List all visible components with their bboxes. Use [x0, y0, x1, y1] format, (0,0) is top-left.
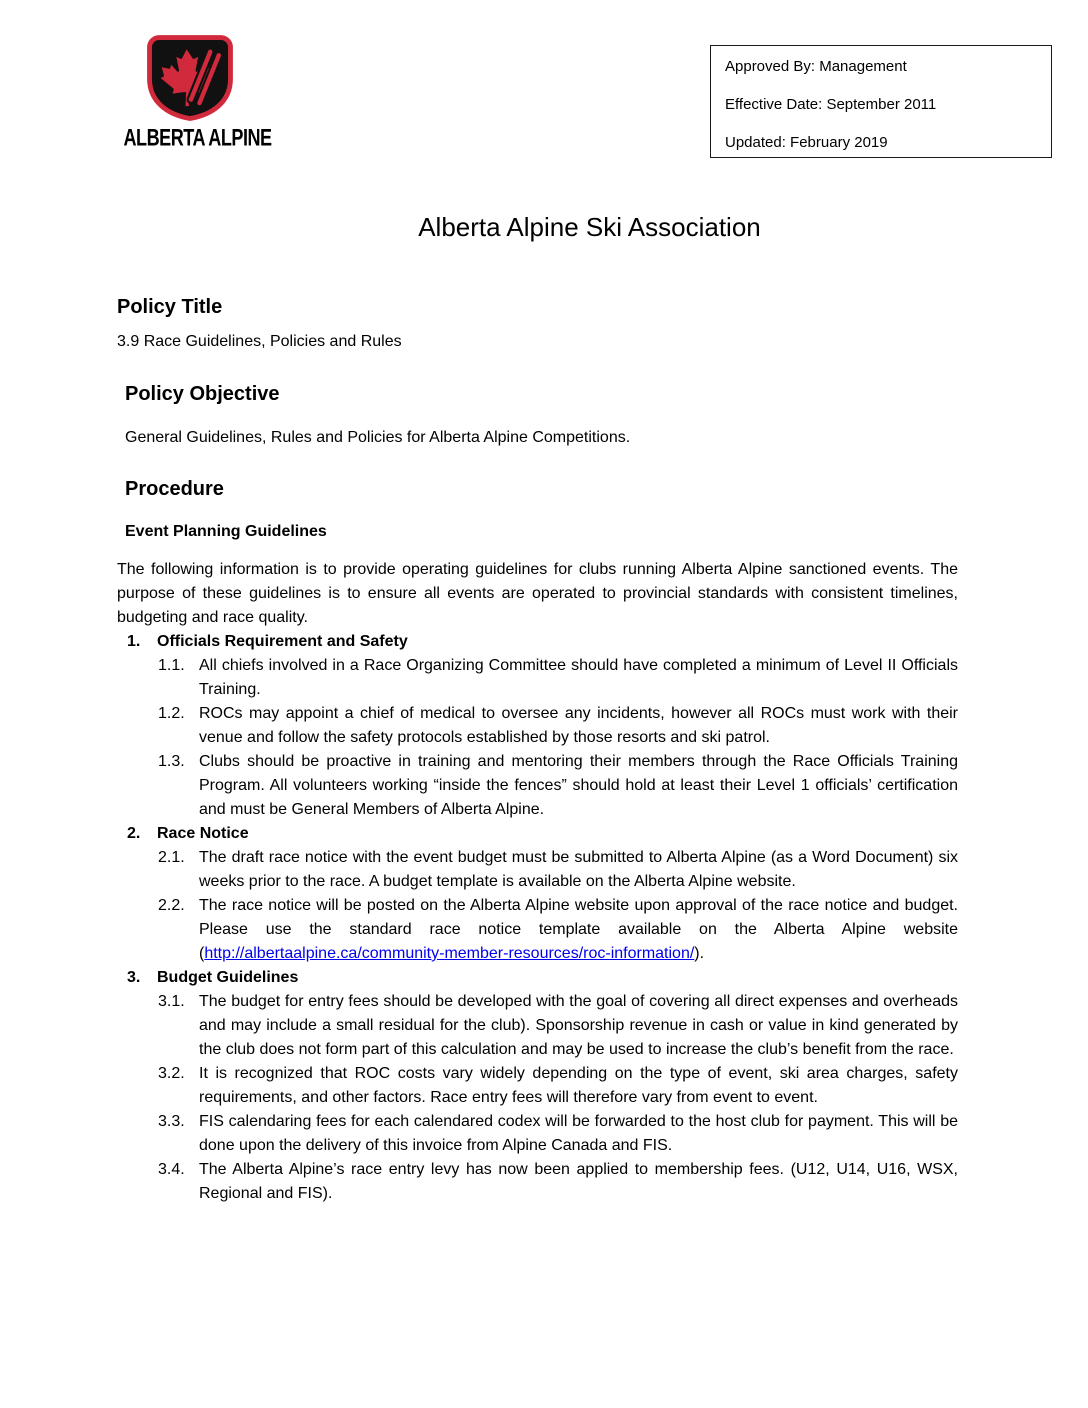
- list-item: [117, 1062, 958, 1110]
- list-item: [117, 990, 958, 1062]
- section-number: 2.: [127, 825, 141, 842]
- list-item-text: FIS calendaring fees for each calendared codex will be forwarded to the host club for payment. This will be done upon the delivery of this invoice from Alpine Canada and FIS.: [199, 1113, 958, 1154]
- section-race-notice: [117, 822, 958, 966]
- section-header: [117, 966, 958, 990]
- section-number: 3.: [127, 969, 141, 986]
- procedure-heading: Procedure: [125, 478, 224, 500]
- updated-line: Updated: February 2019: [725, 134, 888, 151]
- intro-paragraph: The following information is to provide operating guidelines for clubs running Alberta Alpine sanctioned events. The purpose of these guidelines is to ensure all events are operated to provincial standards with consistent timelines, budgeting and race quality.: [117, 561, 958, 626]
- list-item-text: ROCs may appoint a chief of medical to oversee any incidents, however all ROCs must work with their venue and follow the safety protocols established by those resorts and ski patrol.: [199, 705, 958, 746]
- list-item: [117, 846, 958, 894]
- policy-objective-heading: Policy Objective: [125, 383, 280, 405]
- list-item-text-before-link: The race notice will be posted on the Alberta Alpine website upon approval of the race notice and budget. Please use the standard race notice template available on the Alberta Alpine website (: [199, 897, 958, 962]
- list-item-number: 3.3.: [158, 1113, 185, 1130]
- section-title: Race Notice: [157, 825, 249, 842]
- list-item-number: 3.1.: [158, 993, 185, 1010]
- section-title: Officials Requirement and Safety: [157, 633, 408, 650]
- list-item-number: 2.1.: [158, 849, 185, 866]
- section-budget: [117, 966, 958, 1206]
- list-item-number: 2.2.: [158, 897, 185, 914]
- document-title: Alberta Alpine Ski Association: [418, 212, 761, 242]
- section-header: [117, 630, 958, 654]
- policy-objective-value: General Guidelines, Rules and Policies for Alberta Alpine Competitions.: [125, 429, 631, 446]
- section-title: Budget Guidelines: [157, 969, 299, 986]
- list-item-text: Clubs should be proactive in training and mentoring their members through the Race Officials Training Program. All volunteers working “inside the fences” should hold at least their Level 1 officials’ certification and must be General Members of Alberta Alpine.: [199, 753, 958, 818]
- policy-title-value: 3.9 Race Guidelines, Policies and Rules: [117, 333, 402, 350]
- list-item-text: The budget for entry fees should be developed with the goal of covering all direct expenses and overheads and may include a small residual for the club). Sponsorship revenue in cash or value in kind generated by the club does not form part of this calculation and may be used to increase the club’s benefit from the race.: [199, 993, 958, 1058]
- list-item: [117, 894, 958, 966]
- list-item-text-after-link: ).: [694, 945, 705, 962]
- list-item: [117, 654, 958, 702]
- list-item: [117, 750, 958, 822]
- list-item-number: 1.2.: [158, 705, 185, 722]
- policy-title-heading: Policy Title: [117, 296, 223, 318]
- list-item: [117, 1158, 958, 1206]
- list-item-text: All chiefs involved in a Race Organizing Committee should have completed a minimum of Level II Officials Training.: [199, 657, 958, 698]
- logo-wordmark: ALBERTA ALPINE: [123, 125, 272, 152]
- list-item-text: [199, 894, 958, 966]
- event-planning-guidelines-heading: Event Planning Guidelines: [125, 523, 327, 540]
- list-item-number: 1.1.: [158, 657, 185, 674]
- approved-by-line: Approved By: Management: [725, 58, 907, 75]
- section-officials: [117, 630, 958, 822]
- list-item-text: It is recognized that ROC costs vary widely depending on the type of event, ski area charges, safety requirements, and other factors. Race entry fees will therefore vary from event to event.: [199, 1065, 958, 1106]
- section-number: 1.: [127, 633, 141, 650]
- list-item: [117, 702, 958, 750]
- list-item: [117, 1110, 958, 1158]
- section-header: [117, 822, 958, 846]
- list-item-number: 3.4.: [158, 1161, 185, 1178]
- effective-date-line: Effective Date: September 2011: [725, 96, 937, 113]
- roc-information-link[interactable]: http://albertaalpine.ca/community-member-resources/roc-information/: [204, 945, 695, 962]
- list-item-number: 1.3.: [158, 753, 185, 770]
- list-item-text: The draft race notice with the event budget must be submitted to Alberta Alpine (as a Word Document) six weeks prior to the race. A budget template is available on the Alberta Alpine website.: [199, 849, 958, 890]
- list-item-number: 3.2.: [158, 1065, 185, 1082]
- list-item-text: The Alberta Alpine’s race entry levy has now been applied to membership fees. (U12, U14, U16, WSX, Regional and FIS).: [199, 1161, 958, 1202]
